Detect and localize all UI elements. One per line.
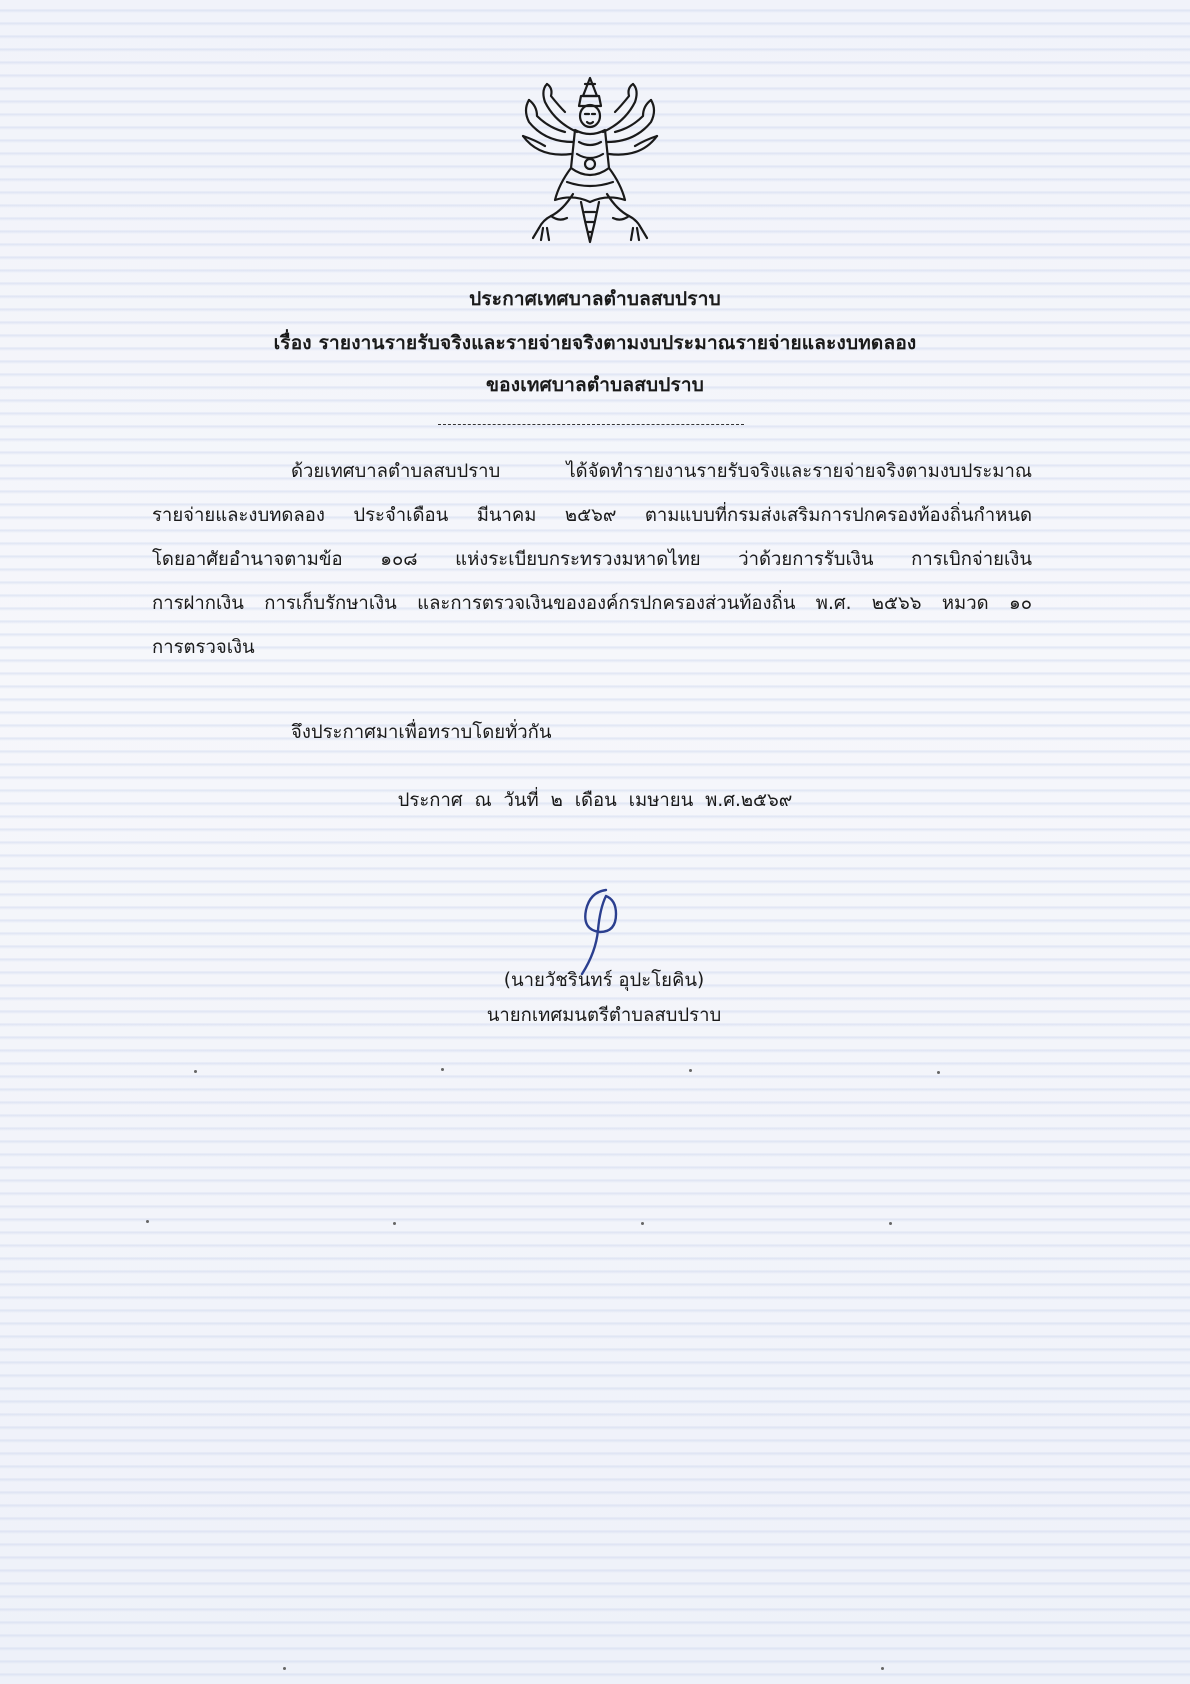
scan-speck [441, 1068, 444, 1071]
closing-line: จึงประกาศมาเพื่อทราบโดยทั่วกัน [291, 722, 552, 743]
body-line: การตรวจเงิน [152, 637, 255, 658]
body-line: โดยอาศัยอำนาจตามข้อ ๑๐๘ แห่งระเบียบกระทรวงมหาดไทย ว่าด้วยการรับเงิน การเบิกจ่ายเงิน [152, 549, 1032, 570]
body-line: รายจ่ายและงบทดลอง ประจำเดือน มีนาคม ๒๕๖๙ ตามแบบที่กรมส่งเสริมการปกครองท้องถิ่นกำหนด [152, 505, 1032, 526]
scan-speck [889, 1222, 892, 1225]
body-line: ด้วยเทศบาลตำบลสบปราบ ได้จัดทำรายงานรายรับจริงและรายจ่ายจริงตามงบประมาณ [291, 461, 1032, 482]
heading-title: ประกาศเทศบาลตำบลสบปราบ [469, 288, 721, 310]
garuda-emblem-icon [515, 72, 665, 250]
heading-subject: เรื่อง รายงานรายรับจริงและรายจ่ายจริงตามงบประมาณรายจ่ายและงบทดลอง [273, 332, 917, 354]
scan-speck [881, 1667, 884, 1670]
scan-speck [689, 1069, 692, 1072]
announcement-date: ประกาศ ณ วันที่ ๒ เดือน เมษายน พ.ศ.๒๕๖๙ [397, 790, 793, 811]
scan-speck [937, 1071, 940, 1074]
signer-name: (นายวัชรินทร์ อุปะโยคิน) [503, 970, 705, 991]
scan-speck [393, 1222, 396, 1225]
scan-speck [283, 1667, 286, 1670]
dashed-divider [438, 424, 744, 425]
scan-speck [641, 1222, 644, 1225]
heading-organization: ของเทศบาลตำบลสบปราบ [485, 374, 705, 396]
body-line: การฝากเงิน การเก็บรักษาเงิน และการตรวจเงินขององค์กรปกครองส่วนท้องถิ่น พ.ศ. ๒๕๖๖ หมวด ๑๐ [152, 593, 1032, 614]
signer-title: นายกเทศมนตรีตำบลสบปราบ [486, 1005, 722, 1026]
scan-speck [146, 1220, 149, 1223]
body-paragraph [152, 450, 1032, 670]
scan-speck [194, 1070, 197, 1073]
